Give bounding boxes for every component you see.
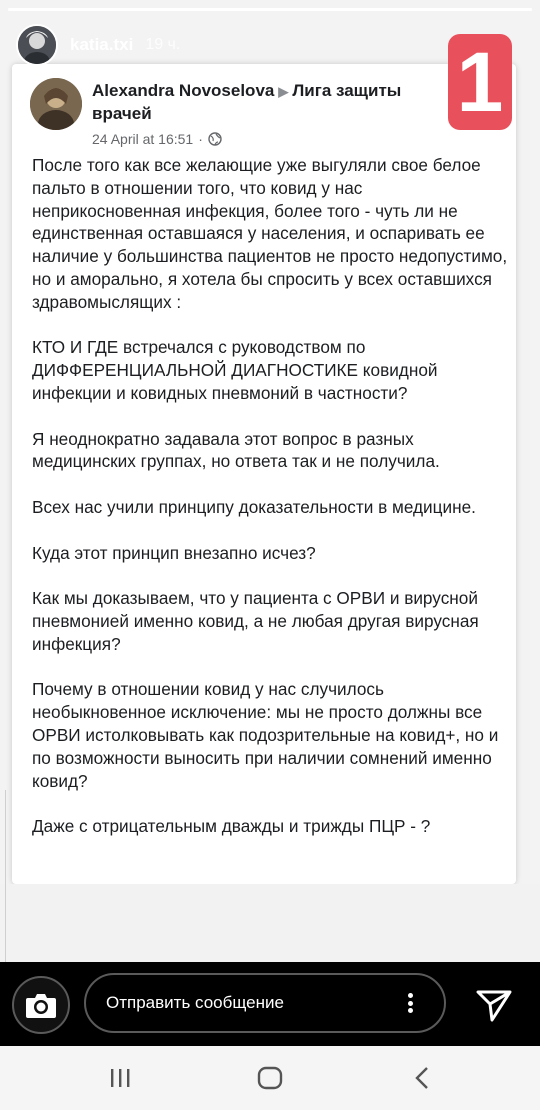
back-button[interactable] xyxy=(404,1060,440,1096)
story-username[interactable]: katia.txi xyxy=(70,35,134,54)
post-paragraph: Куда этот принцип внезапно исчез? xyxy=(32,542,316,563)
story-background-band xyxy=(0,884,540,962)
more-options-button[interactable] xyxy=(400,993,420,1013)
globe-icon xyxy=(208,132,222,146)
author-avatar xyxy=(30,78,82,130)
story-user-avatar[interactable] xyxy=(16,24,58,66)
home-icon xyxy=(257,1066,283,1090)
group-name[interactable]: Лига защиты врачей xyxy=(92,81,402,123)
system-nav-bar xyxy=(0,1046,540,1110)
post-date: 24 April at 16:51 xyxy=(92,131,194,147)
home-button[interactable] xyxy=(252,1060,288,1096)
post-screenshot-card xyxy=(12,64,516,884)
edge-divider xyxy=(5,790,6,962)
story-progress-bar xyxy=(8,8,532,11)
message-input-placeholder: Отправить сообщение xyxy=(106,993,284,1012)
message-input[interactable] xyxy=(84,973,446,1033)
post-paragraph: Всех нас учили принципу доказательности в медицине. xyxy=(32,496,476,517)
story-time: 19 ч. xyxy=(145,36,181,53)
post-paragraph: Даже с отрицательным дважды и трижды ПЦР - ? xyxy=(32,816,431,837)
reply-bar xyxy=(0,962,540,1046)
post-paragraph: Как мы доказываем, что у пациента с ОРВИ и вирусной пневмонией именно ковид, а не любая другая вирусная инфекция? xyxy=(32,588,479,654)
post-paragraph: После того как все желающие уже выгуляли свое белое пальто в отношении того, что ковид у нас неприкосновенная инфекция, более того - чуть ли не единственная оставшаяся у населения, и оспаривать ее наличие у большинства пациентов не просто недопустимо, но и аморально, я хотела бы спросить у всех оставшихся здравомыслящих : xyxy=(32,155,508,312)
more-dot xyxy=(408,1001,413,1006)
post-paragraph: Почему в отношении ковид у нас случилось необыкновенное исключение: мы не просто должны все ОРВИ истолковывать как подозрительные на ковид+, но и по возможности выносить при наличии сомнений именно ковид? xyxy=(32,679,499,791)
send-icon xyxy=(474,984,514,1024)
post-meta xyxy=(92,80,452,147)
author-name[interactable]: Alexandra Novoselova xyxy=(92,81,275,100)
recent-apps-icon xyxy=(108,1067,132,1089)
story-progress-fill xyxy=(8,8,532,11)
back-icon xyxy=(413,1066,431,1090)
post-body xyxy=(32,154,510,861)
author-line xyxy=(92,80,452,125)
post-date-line xyxy=(92,131,452,147)
post-paragraph: КТО И ГДЕ встречался с руководством по ДИФФЕРЕНЦИАЛЬНОЙ ДИАГНОСТИКЕ ковидной инфекции и ковидных пневмоний в частности? xyxy=(32,337,438,403)
send-button[interactable] xyxy=(474,984,514,1024)
dot-separator: · xyxy=(198,131,203,147)
post-paragraph: Я неоднократно задавала этот вопрос в разных медицинских группах, но ответа так и не получила. xyxy=(32,428,440,472)
share-arrow-icon: ▶ xyxy=(278,84,289,99)
more-dot xyxy=(408,1008,413,1013)
more-vertical-icon xyxy=(408,993,413,998)
camera-button[interactable] xyxy=(12,976,70,1034)
recent-apps-button[interactable] xyxy=(102,1060,138,1096)
camera-icon xyxy=(25,991,57,1019)
story-number-badge: 1 xyxy=(448,34,512,130)
story-header xyxy=(16,22,180,68)
